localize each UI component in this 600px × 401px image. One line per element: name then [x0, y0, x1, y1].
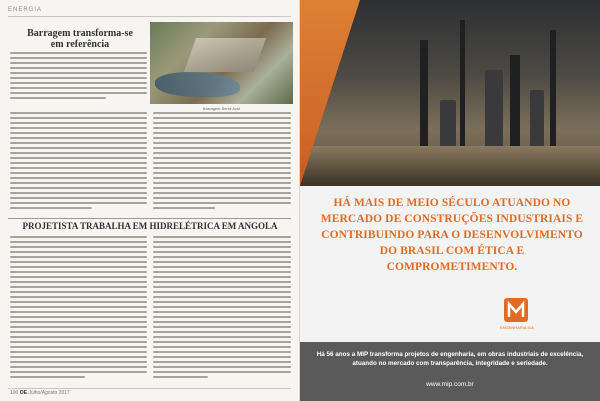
article2-title: PROJETISTA TRABALHA EM HIDRELÉTRICA EM ANGOLA — [22, 221, 278, 231]
mip-logo-subtitle: ENGENHARIA S/A — [500, 325, 534, 330]
footer-divider — [8, 388, 291, 389]
article2-divider — [8, 218, 291, 219]
issue-date: Julho/Agosto 2017 — [28, 390, 70, 396]
article1-intro-text — [10, 52, 147, 102]
page-footer — [10, 390, 70, 396]
article1-body-col2 — [153, 112, 291, 212]
article2-body-col2 — [153, 236, 291, 381]
magazine-name: OE — [19, 390, 27, 396]
article1-title-line2: em referência — [50, 39, 110, 50]
page-number: 100 — [10, 390, 19, 396]
dam-photo-caption: Barragem Serra Azul — [202, 106, 241, 111]
mip-logo-icon — [501, 295, 531, 325]
header-divider — [8, 16, 291, 17]
industrial-plant-photo — [300, 0, 600, 186]
ad-headline: HÁ MAIS DE MEIO SÉCULO ATUANDO NO MERCADO DE CONSTRUÇÕES INDUSTRIAIS E CONTRIBUINDO PARA O DESENVOLVIMENTO DO BRASIL COM ÉTICA E COMPROMETIMENTO. — [320, 197, 584, 273]
ad-body-text: Há 56 anos a MIP transforma projetos de engenharia, em obras industriais de excelência, atuando no mercado com transparência, integridade e seriedade. — [316, 351, 584, 367]
ad-website-link[interactable]: www.mip.com.br — [426, 381, 474, 388]
article2-body-col1 — [10, 236, 147, 381]
section-label: ENERGIA — [8, 7, 43, 13]
article1-body-col1 — [10, 112, 147, 212]
article1-title — [10, 28, 150, 50]
dam-photo — [150, 22, 293, 104]
article1-title-line1: Barragem transforma-se — [27, 28, 133, 39]
